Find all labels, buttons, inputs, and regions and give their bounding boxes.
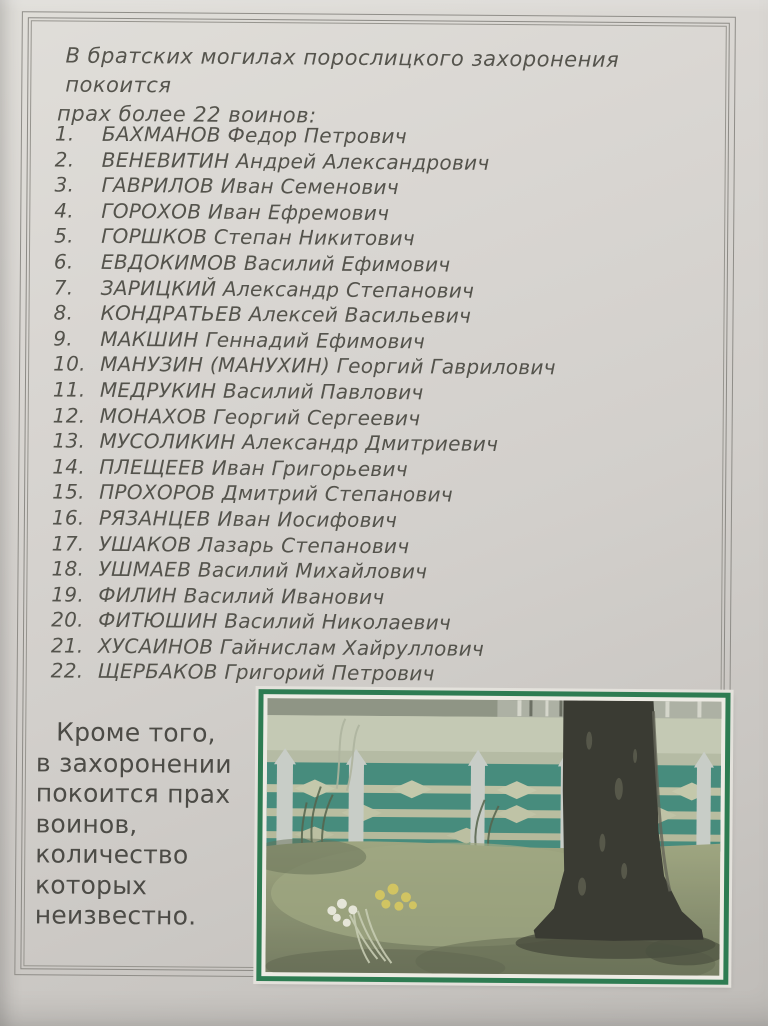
soldier-number: 21. [50,633,84,658]
soldier-name: УШМАЕВ Василий Михайлович [98,556,428,584]
side-note-line: количество [35,839,189,870]
soldier-name: ПРОХОРОВ Дмитрий Степанович [99,480,454,507]
soldier-name: ГАВРИЛОВ Иван Семенович [101,173,399,200]
soldier-name: ВЕНЕВИТИН Андрей Александрович [101,147,490,175]
intro-line: В братских могилах порослицкого захоронения покоится [65,43,620,98]
soldier-number: 15. [52,479,85,505]
soldier-number: 17. [51,530,85,556]
soldier-name: ПЛЕЩЕЕВ Иван Григорьевич [99,454,408,481]
soldier-name: ЗАРИЦКИЙ Александр Степанович [100,275,475,303]
soldier-name: МЕДРУКИН Василий Павлович [99,377,424,405]
soldier-number: 14. [52,454,86,479]
soldier-name: ЩЕРБАКОВ Григорий Петрович [97,659,435,686]
photo-haze-overlay [265,698,721,976]
soldier-number: 3. [54,172,75,197]
soldier-number: 22. [50,658,84,684]
soldier-number: 18. [51,556,85,581]
soldier-number: 16. [51,505,85,530]
soldier-number: 9. [53,326,74,351]
soldier-number: 7. [53,275,74,300]
memorial-photo-image [265,698,721,976]
side-note-line: неизвестно. [34,900,197,931]
soldiers-list [51,121,715,689]
soldier-number: 12. [52,402,86,428]
intro-line: прах более 22 воинов: [57,101,317,128]
soldier-number: 20. [51,607,84,632]
soldier-name: ФИТЮШИН Василий Николаевич [98,608,452,635]
soldier-name: БАХМАНОВ Федор Петрович [101,121,407,149]
side-note-line: покоится прах [35,778,231,809]
side-note [35,717,269,932]
soldier-number: 6. [53,249,74,274]
soldier-name: МАНУЗИН (МАНУХИН) Георгий Гаврилович [100,352,556,380]
soldier-number: 5. [54,223,74,248]
soldier-number: 2. [54,147,75,172]
soldier-name: МУСОЛИКИН Александр Дмитриевич [99,428,499,457]
soldier-name: ГОРОХОВ Иван Ефремович [101,198,390,225]
soldier-name: КОНДРАТЬЕВ Алексей Васильевич [100,300,472,328]
soldier-name: ЕВДОКИМОВ Василий Ефимович [100,249,451,277]
memorial-photo [256,689,730,985]
soldier-number: 1. [54,121,75,146]
soldier-name: РЯЗАНЦЕВ Иван Иосифович [98,505,398,533]
soldier-number: 4. [54,198,75,223]
soldier-number: 10. [53,351,86,377]
soldier-name: ФИЛИН Василий Иванович [98,582,385,609]
list-item [51,659,711,690]
soldier-name: ГОРШКОВ Степан Никитович [101,224,416,251]
soldier-name: УШАКОВ Лазарь Степанович [98,531,410,558]
side-note-line: в захоронении [35,747,232,779]
soldier-number: 8. [53,300,74,325]
soldier-name: ХУСАИНОВ Гайнислам Хайруллович [97,633,485,661]
side-note-line: Кроме того, [56,717,216,748]
soldier-number: 19. [51,582,85,607]
soldier-name: МАКШИН Геннадий Ефимович [100,326,426,354]
side-note-line: воинов, [35,808,138,839]
side-note-line: которых [34,869,148,900]
soldier-number: 11. [52,377,86,402]
soldier-number: 13. [52,428,86,453]
intro-paragraph [57,41,708,133]
soldier-name: МОНАХОВ Георгий Сергеевич [99,403,421,430]
